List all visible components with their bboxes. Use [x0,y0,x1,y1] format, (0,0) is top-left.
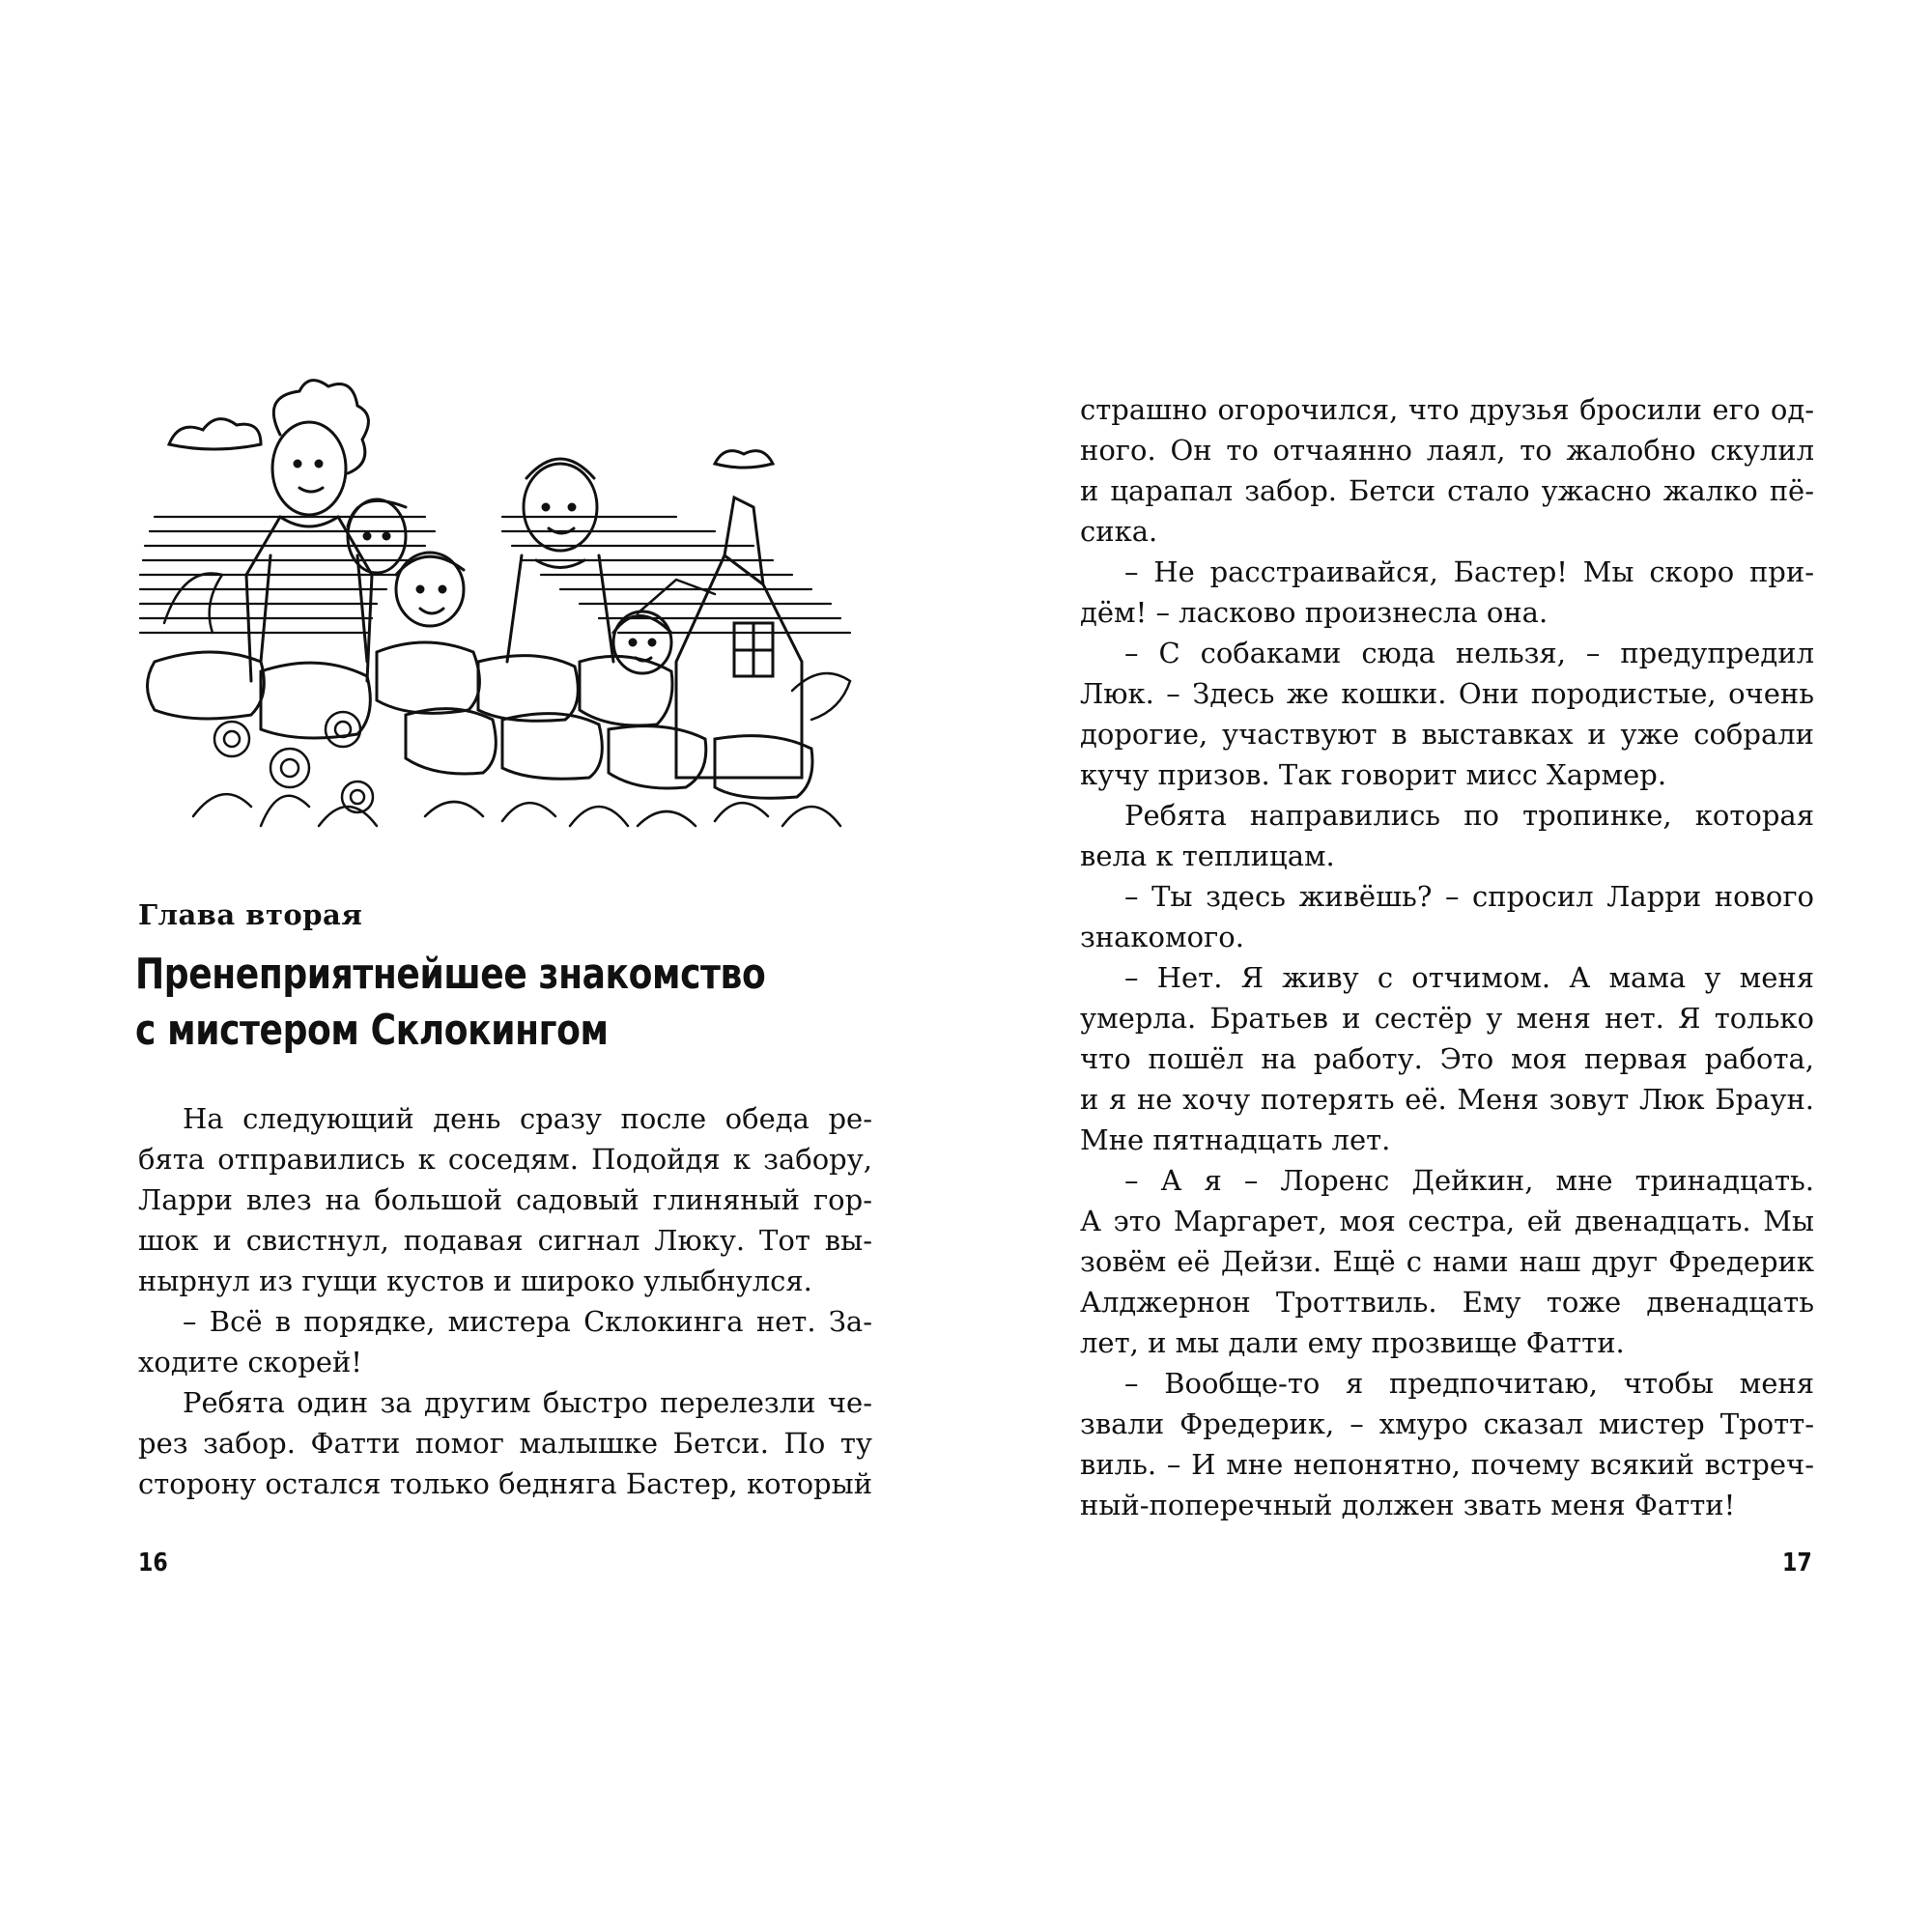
text-line: Ребята один за другим быстро перелезли че- [183,1386,872,1419]
text-line: Алджернон Троттвиль. Ему тоже двенадцать [1080,1286,1814,1319]
text-line: и царапал забор. Бетси стало ужасно жалко пё- [1080,474,1814,507]
text-line: Ларри влез на большой садовый глиняный гор- [138,1183,872,1216]
text-line: бята отправились к соседям. Подойдя к забору, [138,1143,872,1176]
text-line: страшно огорочился, что друзья бросили его од- [1080,393,1814,426]
text-line: – Не расстраивайся, Бастер! Мы скоро при- [1124,555,1814,588]
page-number-right: 17 [1782,1548,1812,1577]
left-page-text [138,1098,872,1504]
text-line: – С собаками сюда нельзя, – предупредил [1124,637,1814,669]
chapter-title-line: с мистером Склокингом [135,1006,609,1055]
text-line: знакомого. [1080,921,1244,953]
text-line: сторону остался только бедняга Бастер, который [138,1467,872,1500]
text-line: – Ты здесь живёшь? – спросил Ларри нового [1124,880,1814,913]
text-line: кучу призов. Так говорит мисс Хармер. [1080,758,1667,791]
text-line: Ребята направились по тропинке, которая [1124,799,1814,832]
text-line: ный-поперечный должен звать меня Фатти! [1080,1489,1736,1521]
text-line: Мне пятнадцать лет. [1080,1123,1391,1156]
text-line: нырнул из гущи кустов и широко улыбнулся. [138,1264,812,1297]
chapter-illustration [135,372,879,836]
text-line: лет, и мы дали ему прозвище Фатти. [1080,1326,1625,1359]
text-line: зовём её Дейзи. Ещё с нами наш друг Фредерик [1080,1245,1814,1278]
text-line: – Всё в порядке, мистера Склокинга нет. За- [183,1305,872,1338]
page-number-left: 16 [138,1548,168,1577]
chapter-title [135,947,766,1059]
text-line: звали Фредерик, – хмуро сказал мистер Тротт- [1080,1407,1814,1440]
chapter-title-line: Пренеприятнейшее знакомство [135,950,766,999]
text-line: А это Маргарет, моя сестра, ей двенадцать. Мы [1080,1205,1814,1237]
text-line: шок и свистнул, подавая сигнал Люку. Тот вы- [138,1224,872,1257]
text-line: ного. Он то отчаянно лаял, то жалобно скулил [1080,434,1814,467]
text-line: – Нет. Я живу с отчимом. А мама у меня [1124,961,1814,994]
text-line: вела к теплицам. [1080,839,1335,872]
text-line: и я не хочу потерять её. Меня зовут Люк Браун. [1080,1083,1814,1116]
text-line: – Вообще-то я предпочитаю, чтобы меня [1124,1367,1814,1400]
text-line: умерла. Братьев и сестёр у меня нет. Я только [1080,1002,1814,1035]
right-page-text [1080,389,1814,1525]
text-line: На следующий день сразу после обеда ре- [183,1102,872,1135]
text-line: виль. – И мне непонятно, почему всякий встреч- [1080,1448,1814,1481]
text-line: рез забор. Фатти помог малышке Бетси. По ту [138,1427,872,1460]
text-line: что пошёл на работу. Это моя первая работа, [1080,1042,1814,1075]
text-line: ходите скорей! [138,1346,362,1378]
text-line: Люк. – Здесь же кошки. Они породистые, очень [1080,677,1814,710]
text-line: дорогие, участвуют в выставках и уже собрали [1080,718,1814,751]
text-line: – А я – Лоренс Дейкин, мне тринадцать. [1124,1164,1814,1197]
text-line: сика. [1080,515,1158,548]
chapter-label: Глава вторая [138,898,363,931]
text-line: дём! – ласково произнесла она. [1080,596,1548,629]
